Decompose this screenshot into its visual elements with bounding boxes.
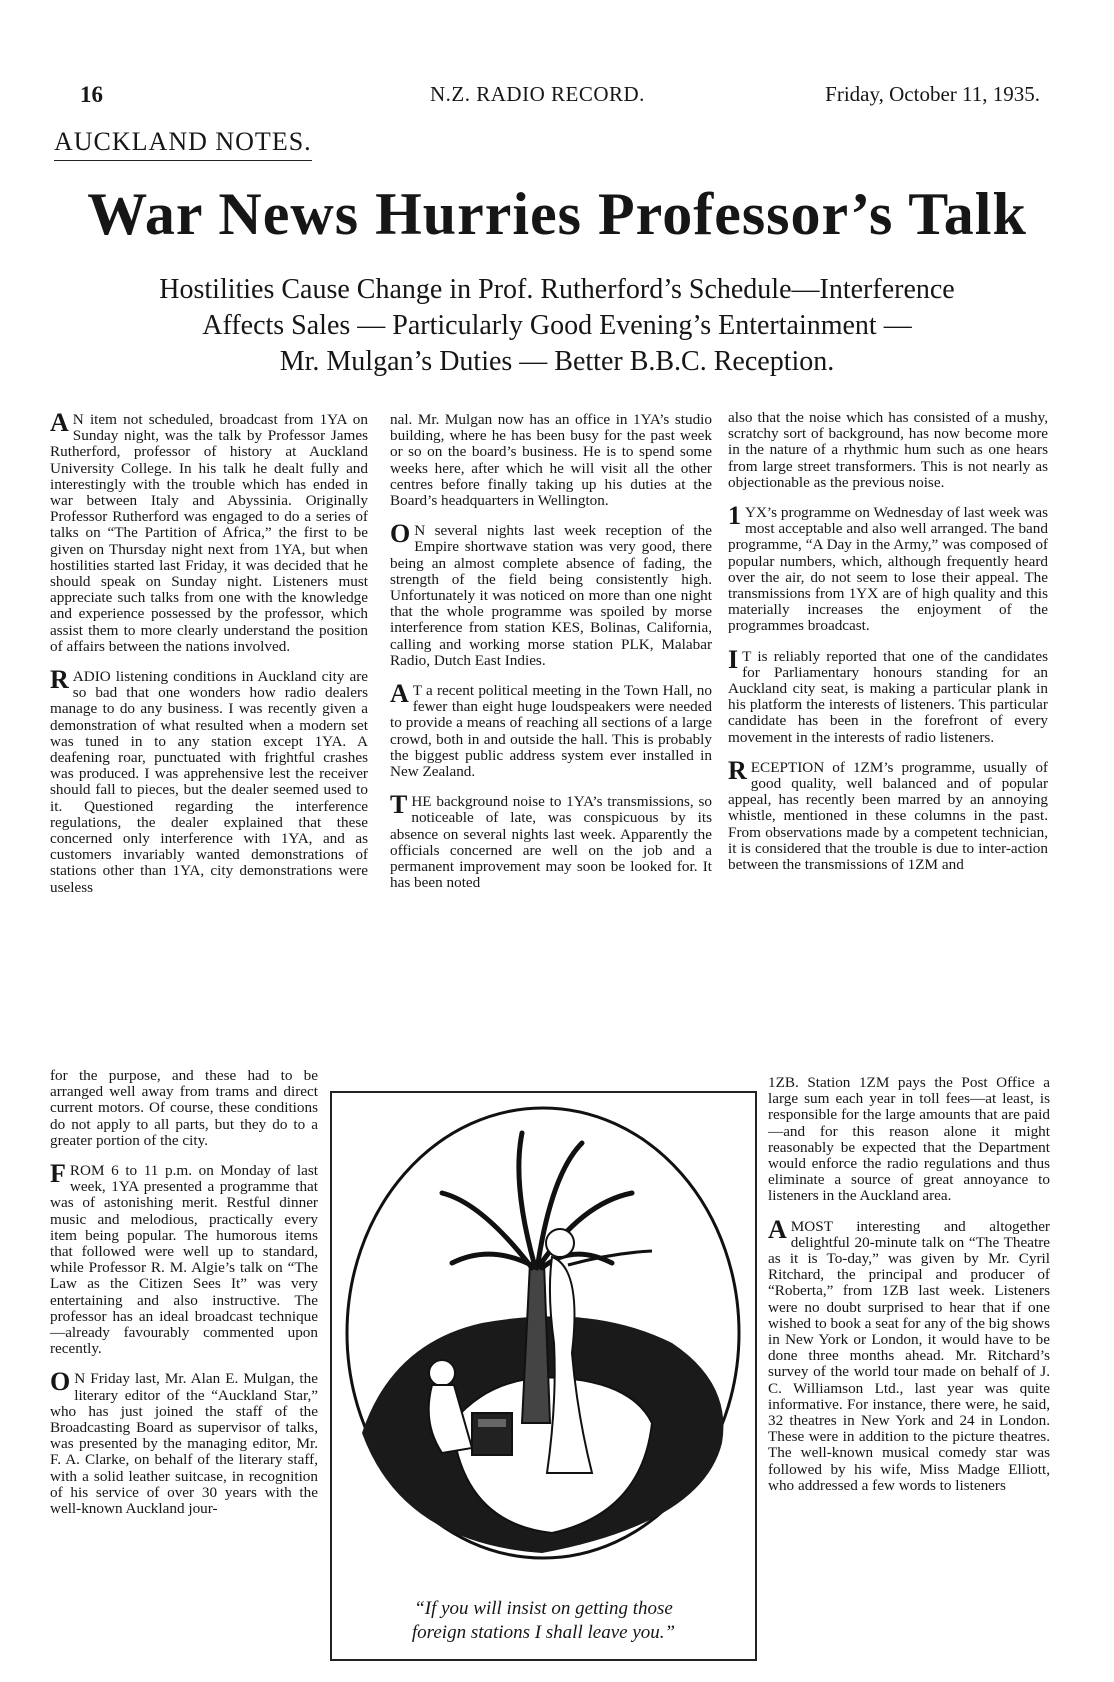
masthead — [80, 82, 1040, 112]
paragraph-text: N several nights last week reception of the Empire shortwave station was very good, there being an almost complete absence of fading, the strength of the field being consistently high. Unfortunately it was noticed on more than one night that the whole programme was spoiled by morse interference from station KES, Bolinas, California, calling and working morse station PLK, Malabar Radio, Dutch East Indies. — [390, 522, 712, 669]
subhead-line: Affects Sales — Particularly Good Evening’s Entertainment — — [202, 310, 912, 341]
cartoon-drawing — [332, 1093, 755, 1593]
radio-dial — [478, 1419, 506, 1427]
headline: War News Hurries Professor’s Talk — [87, 181, 1027, 247]
cartoon-caption — [332, 1597, 755, 1645]
publication-title: N.Z. RADIO RECORD. — [430, 82, 645, 106]
paragraph — [728, 501, 1048, 635]
paragraph-text: HE background noise to 1YA’s transmissions, so noticeable of late, was conspicuous by its absence on several nights last week. Apparently the officials concerned are well on the job and a permanent improvement may soon be looked for. It has been noted — [390, 793, 712, 892]
issue-date: Friday, October 11, 1935. — [825, 82, 1040, 106]
column-1-lower — [50, 1068, 318, 1531]
paragraph-text: T a recent political meeting in the Town Hall, no fewer than eight huge loudspeakers were needed to provide a means of reaching all sections of a large crowd, both in and outside the hall. This is probably the biggest public address system ever installed in New Zealand. — [390, 682, 712, 781]
paragraph — [768, 1214, 1050, 1494]
page-number: 16 — [80, 82, 103, 107]
drop-cap: A — [50, 408, 69, 437]
paragraph — [50, 1159, 318, 1358]
paragraph — [50, 408, 368, 655]
paragraph — [728, 755, 1048, 874]
woman-head — [546, 1229, 574, 1257]
drop-cap: R — [728, 755, 747, 785]
paragraph — [390, 412, 712, 509]
drop-cap: R — [50, 665, 69, 695]
section-title: AUCKLAND NOTES. — [54, 126, 312, 161]
drop-cap: O — [390, 519, 411, 549]
caption-line: foreign stations I shall leave you.” — [411, 1622, 676, 1643]
paragraph-text: also that the noise which has consisted of a mushy, scratchy sort of background, has now become more in the nature of a rhythmic hum such as one hears from large street transformers. This is not nearly as objectionable as the previous noise. — [728, 409, 1048, 491]
paragraph — [50, 665, 368, 896]
man-head — [429, 1360, 455, 1386]
subhead-line: Hostilities Cause Change in Prof. Rutherford’s Schedule—Interference — [159, 274, 955, 305]
paragraph — [390, 790, 712, 892]
paragraph — [390, 519, 712, 669]
paragraph — [50, 1367, 318, 1518]
paragraph — [728, 410, 1048, 491]
paragraph — [50, 1068, 318, 1149]
drop-cap: A — [390, 679, 409, 709]
paragraph — [728, 644, 1048, 746]
drop-cap: F — [50, 1159, 66, 1189]
paragraph-text: ECEPTION of 1ZM’s programme, usually of good quality, well balanced and of popular appeal, has recently been marred by an annoying whistle, mentioned in these columns in the past. From observations made by a competent technician, it is considered that the trouble is due to inter-action between the transmissions of 1ZM and — [728, 758, 1048, 874]
caption-line: “If you will insist on getting those — [414, 1598, 673, 1619]
cartoon-illustration — [330, 1091, 757, 1661]
paragraph-text: N item not scheduled, broadcast from 1YA on Sunday night, was the talk by Professor James Rutherford, professor of history at Auckland University College. In his talk he dealt fully and interestingly with the trouble which has ended in war between Italy and Abyssinia. Originally Professor Rutherford was engaged to do a series of talks on “The Partition of Africa,” the first to be given on Thursday night next from 1YA, but when hostilities started last Friday, it was decided that he should speak on Sunday night. Listeners must appreciate such talks from one with the knowledge and experience possessed by the professor, which assist them to more clearly understand the position of affairs between the nations involved. — [50, 411, 368, 655]
subhead-line: Mr. Mulgan’s Duties — Better B.B.C. Reception. — [279, 346, 835, 377]
column-3 — [728, 410, 1048, 887]
paragraph-text: for the purpose, and these had to be arranged well away from trams and direct current motors. Of course, these conditions do not apply to all parts, but they do to a greater portion of the city. — [50, 1067, 318, 1149]
paragraph-text: ADIO listening conditions in Auckland city are so bad that one wonders how radio dealers manage to do any business. I was recently given a demonstration of what resulted when a modern set was tuned in to any station except 1YA. A deafening roar, punctuated with frightful crashes was produced. I was apprehensive lest the receiver should fall to pieces, but the dealer seemed used to it. Questioned regarding the interference regulations, the dealer explained that these concerned only interference with 1YA, and as customers invariably wanted demonstrations of stations other than 1YA, city demonstrations were useless — [50, 668, 368, 896]
paragraph-text: MOST interesting and altogether delightful 20-minute talk on “The Theatre as it is To-day,” was given by Mr. Cyril Ritchard, the principal and producer of “Roberta,” from 1ZB last week. Listeners were no doubt surprised to hear that if one wished to book a seat for any of the big shows in New York or London, it would have to be done three months ahead. Mr. Ritchard’s survey of the world tour made on behalf of J. C. Williamson Ltd., last year was quite informative. For instance, there were, he said, 32 theatres in New York and 24 in London. These were in addition to the picture theatres. The well-known musical comedy star was followed by his wife, Miss Madge Elliott, who addressed a few words to listeners — [768, 1217, 1050, 1494]
drop-cap: T — [390, 790, 408, 820]
paragraph-text: N Friday last, Mr. Alan E. Mulgan, the literary editor of the “Auckland Star,” who has just joined the staff of the Broadcasting Board as supervisor of talks, was presented by the managing editor, Mr. F. A. Clarke, on behalf of the literary staff, with a solid leather suitcase, in recognition of his service of over 30 years with the well-known Auckland jour- — [50, 1370, 318, 1518]
drop-cap: I — [728, 644, 739, 674]
paragraph-text: T is reliably reported that one of the candidates for Parliamentary honours standing for an Auckland city seat, is making a particular plank in his platform the interests of listeners. This particular candidate has been in the forefront of every movement in the interests of radio listeners. — [728, 647, 1048, 746]
paragraph-text: nal. Mr. Mulgan now has an office in 1YA’s studio building, where he has been busy for the past week or so on the board’s business. He is to spend some weeks here, after which he will visit all the other centres before finally taking up his duties at the Board’s headquarters in Wellington. — [390, 411, 712, 510]
column-1 — [50, 408, 368, 910]
paragraph-text: 1ZB. Station 1ZM pays the Post Office a large sum each year in toll fees—at least, is responsible for the large amounts that are paid—and for this reason alone it might reasonably be expected that the Department would enforce the radio regulations and thus eliminate a source of great annoyance to listeners in the Auckland area. — [768, 1074, 1050, 1205]
paragraph-text: ROM 6 to 11 p.m. on Monday of last week, 1YA presented a programme that was of astonishing merit. Restful dinner music and melodious, practically every item being popular. The humorous items that followed were well up to standard, while Professor R. M. Algie’s talk on “The Law as the Citizen Sees It” was very entertaining and also instructive. The professor has an ideal broadcast technique—already favourably commented upon recently. — [50, 1162, 318, 1358]
drop-cap: A — [768, 1214, 787, 1244]
paragraph — [390, 679, 712, 781]
column-3-lower — [768, 1075, 1050, 1508]
paragraph-text: YX’s programme on Wednesday of last week was most acceptable and also well arranged. The band programme, “A Day in the Army,” was composed of popular numbers, which, although frequently heard over the air, do not seem to lose their appeal. The transmissions from 1YX are of high quality and this materially increases the enjoyment of the programmes broadcast. — [728, 504, 1048, 635]
drop-cap: O — [50, 1367, 71, 1397]
column-2 — [390, 412, 712, 905]
drop-cap: 1 — [728, 501, 741, 531]
paragraph — [768, 1075, 1050, 1205]
